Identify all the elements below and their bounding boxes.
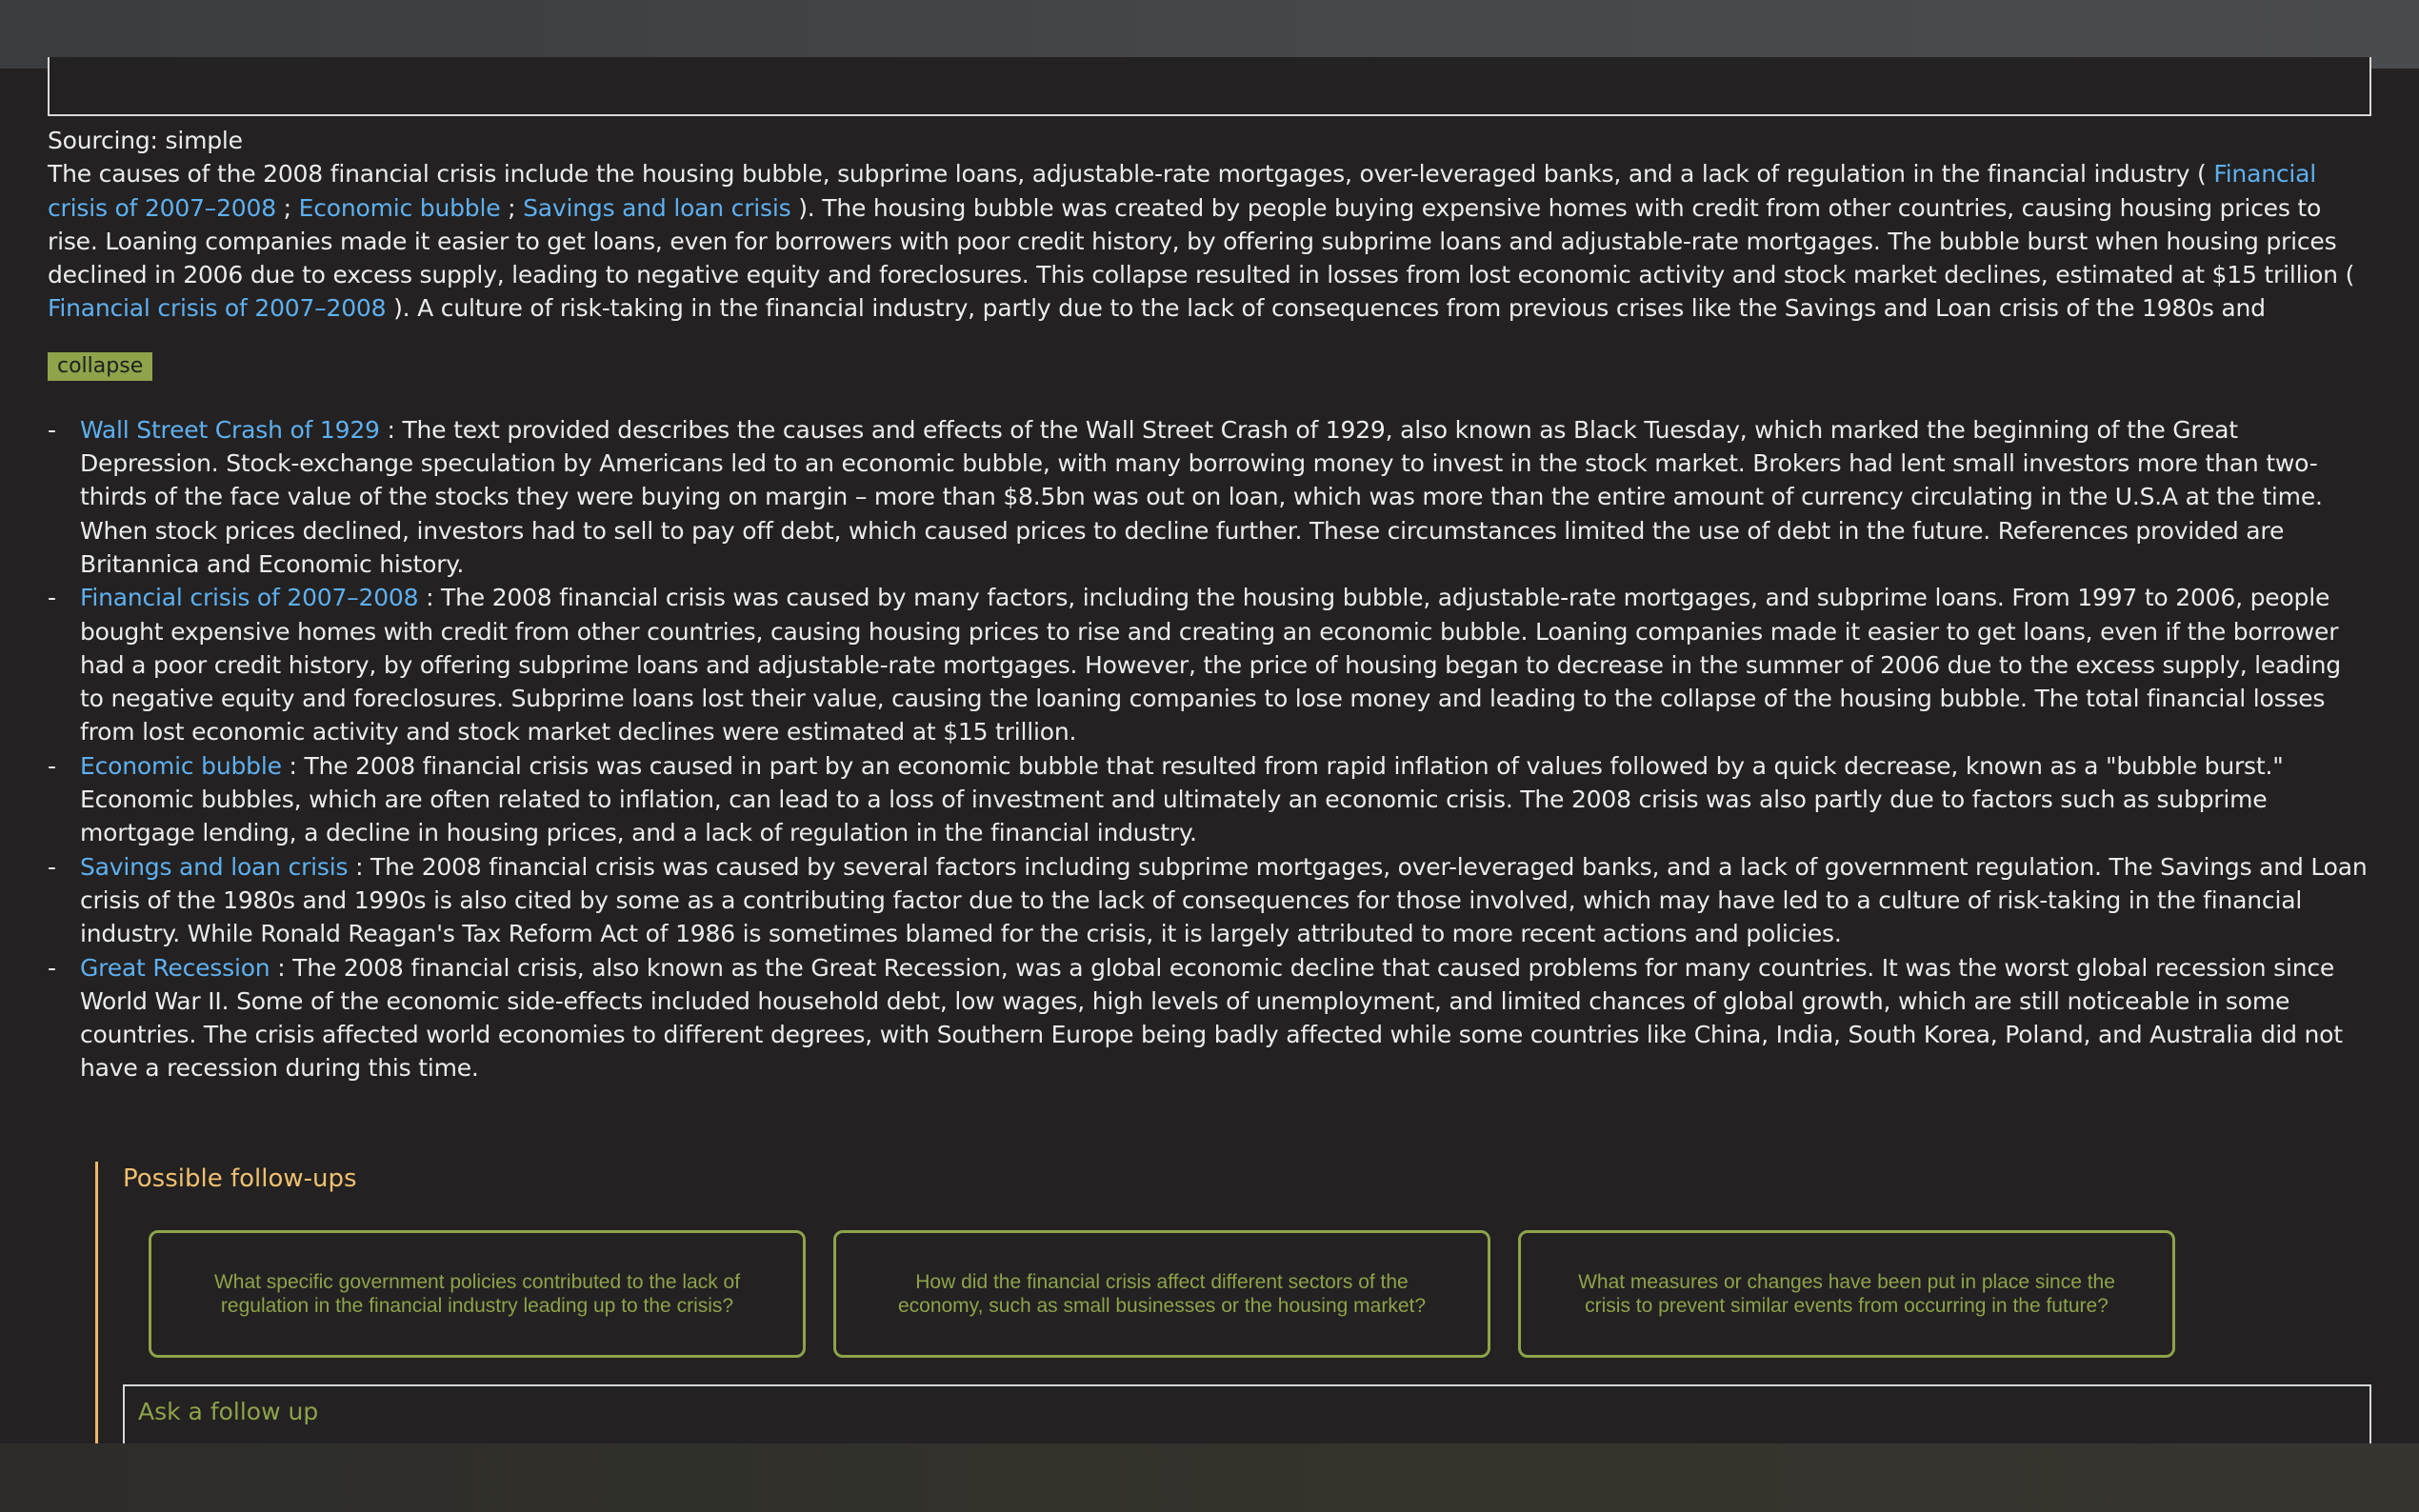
bottom-bar: [0, 1443, 2419, 1512]
source-summary: : The text provided describes the causes and effects of the Wall Street Crash of 1929, also known as Black Tuesday, which marked the beginning of the Great Depression. Stock-exchange speculation by Americans led to an economic bubble, with many borrowing money to invest in the stock market. Brokers had lent small investors more than two-thirds of the face value of the stocks they were buying on margin – more than $8.5bn was out on loan, which was more than the entire amount of currency circulating in the U.S.A at the time. When stock prices declined, investors had to sell to pay off debt, which caused prices to decline further. These circumstances limited the use of debt in the future. References provided are Britannica and Economic history.: [80, 415, 2323, 578]
followups-title: Possible follow-ups: [123, 1164, 357, 1193]
source-link[interactable]: Great Recession: [80, 953, 270, 982]
source-summary: : The 2008 financial crisis was caused in part by an economic bubble that resulted from rapid inflation of values followed by a quick decrease, known as a "bubble burst." Economic bubbles, which are often related to inflation, can lead to a loss of investment and ultimately an economic crisis. The 2008 crisis was also partly due to factors such as subprime mortgage lending, a decline in housing prices, and a lack of regulation in the financial industry.: [80, 751, 2284, 847]
list-item: - Financial crisis of 2007–2008 : The 2008 financial crisis was caused by many factors, including the housing bubble, adjustable-rate mortgages, and subprime loans. From 1997 to 2006, people bought expensive homes with credit from other countries, causing housing prices to rise and creating an economic bubble. Loaning companies made it easier to get loans, even if the borrower had a poor credit history, by offering subprime loans and adjustable-rate mortgages. However, the price of housing began to decrease in the summer of 2006 due to the excess supply, leading to negative equity and foreclosures. Subprime loans lost their value, causing the loaning companies to lose money and leading to the collapse of the housing bubble. The total financial losses from lost economic activity and stock market declines were estimated at $15 trillion.: [48, 584, 2341, 746]
followups-section: [95, 1162, 2371, 1447]
source-summary: : The 2008 financial crisis, also known as the Great Recession, was a global economic decline that caused problems for many countries. It was the worst global recession since World War II. Some of the economic side-effects included household debt, low wages, high levels of unemployment, and limited chances of global growth, which are still noticeable in some countries. The crisis affected world economies to different degrees, with Southern Europe being badly affected while some countries like China, India, South Korea, Poland, and Australia did not have a recession during this time.: [80, 953, 2343, 1083]
summary-ref-economic-bubble[interactable]: Economic bubble: [298, 193, 501, 222]
summary-text: ). The housing bubble was created by people buying expensive homes with credit from other countries, causing housing prices to rise. Loaning companies made it easier to get loans, even for borrowers with poor credit history, by offering subprime loans and adjustable-rate mortgages. The bubble burst when housing prices declined in 2006 due to excess supply, leading to negative equity and foreclosures. This collapse resulted in losses from lost economic activity and stock market declines, estimated at $15 trillion (: [48, 193, 2355, 289]
answer-summary: [48, 157, 2371, 325]
summary-ref-savings-loan[interactable]: Savings and loan crisis: [523, 193, 791, 222]
source-link[interactable]: Economic bubble: [80, 751, 282, 780]
answer-content: [48, 124, 2371, 1085]
source-link[interactable]: Financial crisis of 2007–2008: [80, 584, 419, 612]
list-item: - Wall Street Crash of 1929 : The text provided describes the causes and effects of the Wall Street Crash of 1929, also known as Black Tuesday, which marked the beginning of the Great Depression. Stock-exchange speculation by Americans led to an economic bubble, with many borrowing money to invest in the stock market. Brokers had lent small investors more than two-thirds of the face value of the stocks they were buying on margin – more than $8.5bn was out on loan, which was more than the entire amount of currency circulating in the U.S.A at the time. When stock prices declined, investors had to sell to pay off debt, which caused prices to decline further. These circumstances limited the use of debt in the future. References provided are Britannica and Economic history.: [48, 415, 2323, 578]
summary-ref-financial-crisis[interactable]: Financial crisis of 2007–2008: [48, 160, 2317, 222]
followup-card[interactable]: What measures or changes have been put in place since the crisis to prevent similar events from occurring in the future?: [1518, 1230, 2175, 1358]
ask-followup-input[interactable]: Ask a follow up: [123, 1384, 2371, 1447]
sourcing-label: Sourcing: simple: [48, 127, 243, 154]
source-link[interactable]: Wall Street Crash of 1929: [80, 415, 380, 444]
source-summary: : The 2008 financial crisis was caused by many factors, including the housing bubble, adjustable-rate mortgages, and subprime loans. From 1997 to 2006, people bought expensive homes with credit from other countries, causing housing prices to rise and creating an economic bubble. Loaning companies made it easier to get loans, even if the borrower had a poor credit history, by offering subprime loans and adjustable-rate mortgages. However, the price of housing began to decrease in the summer of 2006 due to the excess supply, leading to negative equity and foreclosures. Subprime loans lost their value, causing the loaning companies to lose money and leading to the collapse of the housing bubble. The total financial losses from lost economic activity and stock market declines were estimated at $15 trillion.: [80, 584, 2341, 746]
followup-card[interactable]: What specific government policies contributed to the lack of regulation in the financial industry leading up to the crisis?: [149, 1230, 806, 1358]
ref-separator: ;: [508, 193, 516, 222]
ref-separator: ;: [283, 193, 291, 222]
list-item: - Savings and loan crisis : The 2008 financial crisis was caused by several factors including subprime mortgages, over-leveraged banks, and a lack of government regulation. The Savings and Loan crisis of the 1980s and 1990s is also cited by some as a contributing factor due to the lack of consequences for those involved, which may have led to a culture of risk-taking in the financial industry. While Ronald Reagan's Tax Reform Act of 1986 is sometimes blamed for the crisis, it is largely attributed to more recent actions and policies.: [48, 852, 2368, 948]
source-summary: : The 2008 financial crisis was caused by several factors including subprime mortgages, over-leveraged banks, and a lack of government regulation. The Savings and Loan crisis of the 1980s and 1990s is also cited by some as a contributing factor due to the lack of consequences for those involved, which may have led to a culture of risk-taking in the financial industry. While Ronald Reagan's Tax Reform Act of 1986 is sometimes blamed for the crisis, it is largely attributed to more recent actions and policies.: [80, 852, 2368, 948]
summary-text: ). A culture of risk-taking in the financial industry, partly due to the lack of consequences from previous crises like the Savings and Loan crisis of the 1980s and: [393, 294, 2266, 323]
source-list: [48, 413, 2371, 1085]
followup-card[interactable]: How did the financial crisis affect different sectors of the economy, such as small businesses or the housing market?: [833, 1230, 1490, 1358]
source-link[interactable]: Savings and loan crisis: [80, 852, 349, 881]
summary-ref-financial-crisis[interactable]: Financial crisis of 2007–2008: [48, 294, 387, 323]
list-item: - Economic bubble : The 2008 financial crisis was caused in part by an economic bubble that resulted from rapid inflation of values followed by a quick decrease, known as a "bubble burst." Economic bubbles, which are often related to inflation, can lead to a loss of investment and ultimately an economic crisis. The 2008 crisis was also partly due to factors such as subprime mortgage lending, a decline in housing prices, and a lack of regulation in the financial industry.: [48, 751, 2284, 847]
collapse-button[interactable]: collapse: [48, 352, 152, 381]
summary-text: The causes of the 2008 financial crisis include the housing bubble, subprime loans, adjustable-rate mortgages, over-leveraged banks, and a lack of regulation in the financial industry (: [48, 160, 2207, 189]
list-item: - Great Recession : The 2008 financial crisis, also known as the Great Recession, was a global economic decline that caused problems for many countries. It was the worst global recession since World War II. Some of the economic side-effects included household debt, low wages, high levels of unemployment, and limited chances of global growth, which are still noticeable in some countries. The crisis affected world economies to different degrees, with Southern Europe being badly affected while some countries like China, India, South Korea, Poland, and Australia did not have a recession during this time.: [48, 953, 2343, 1083]
query-input-box[interactable]: [48, 57, 2371, 116]
